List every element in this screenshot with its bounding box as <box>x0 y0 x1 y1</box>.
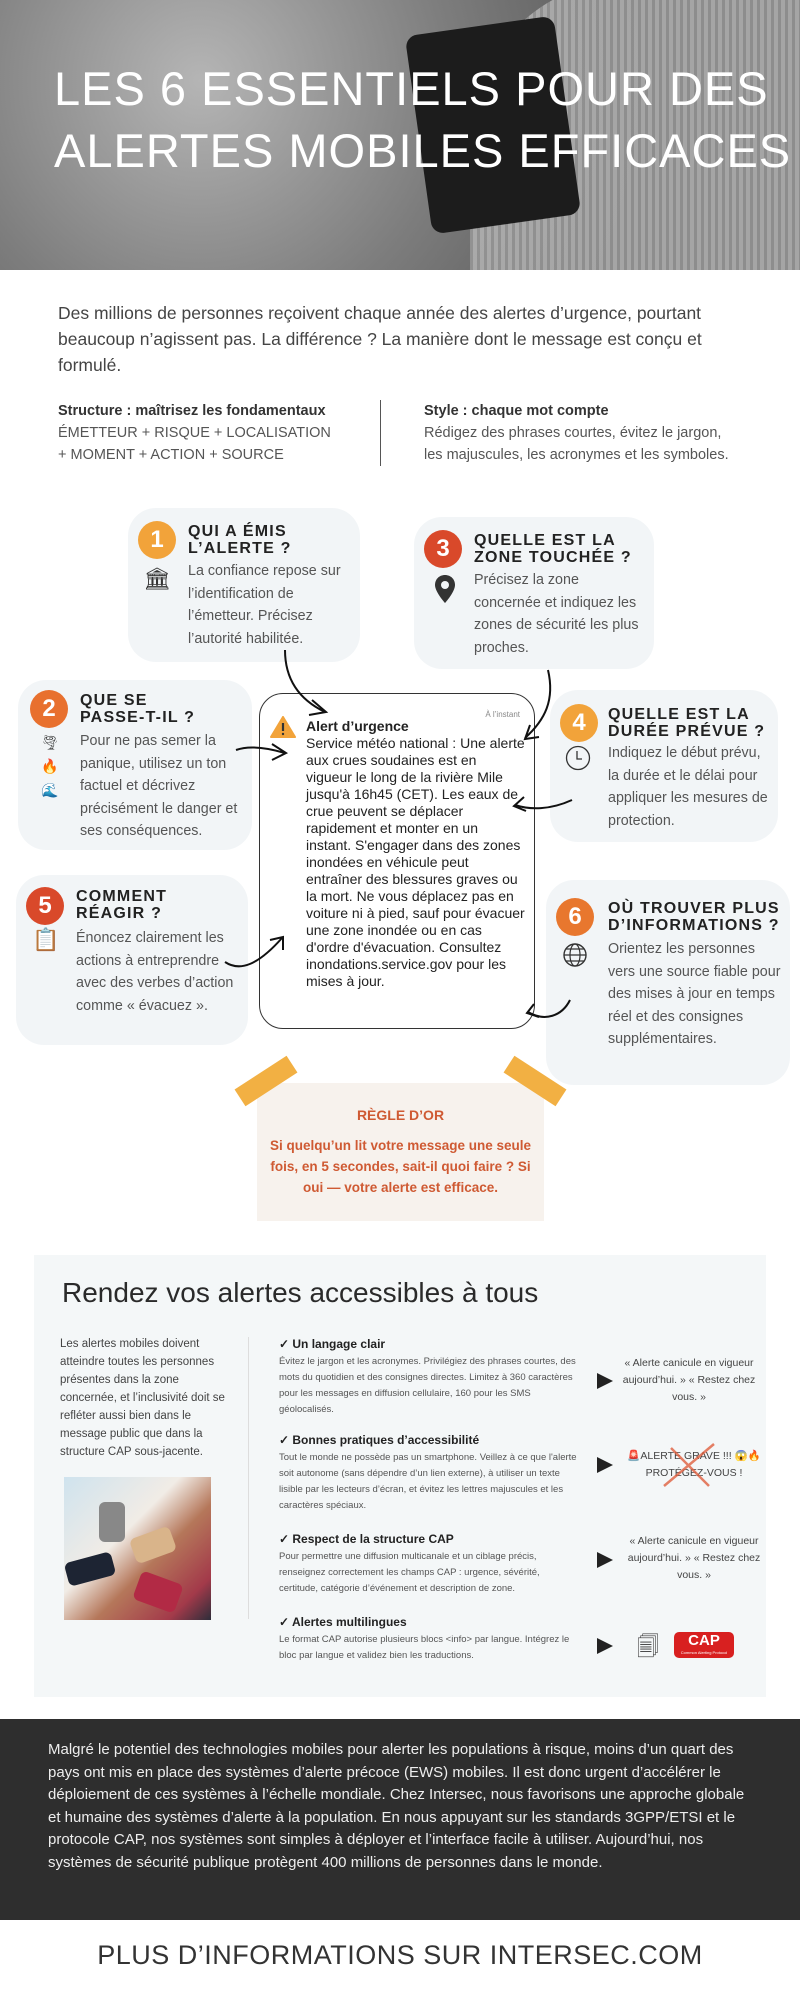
alert-body: Service météo national : Une alerte aux crues soudaines est en vigueur le long de la rivière Mile jusqu'à 16h45 (CET). Les eaux de crue peuvent se déplacer rapidement et monter en un instant. S'engager dans des zones inondées en véhicule peut entraîner des blessures graves ou la mort. Ne vous déplacez pas en voiture ni à pied, sauf pour évacuer une zone inondée ou en cas d'ordre d'évacuation. Consultez inondations.service.gov pour les mises à jour. <box>306 735 525 989</box>
structure-title: Structure : maîtrisez les fondamentaux <box>58 403 326 419</box>
tip-text: Évitez le jargon et les acronymes. Privilégiez des phrases courtes, des mots du quotidien et des consignes directes. Limitez à 360 caractères pour les messages en diffusion cellulaire, 160 pour les SMS géolocalisés. <box>279 1356 576 1415</box>
card-issuer <box>128 508 360 662</box>
warning-icon <box>270 716 296 738</box>
tip-title: ✓ Alertes multilingues <box>279 1615 407 1629</box>
step-number: 1 <box>138 521 176 559</box>
golden-rule-text: Si quelqu’un lit votre message une seule fois, en 5 secondes, sait-il quoi faire ? Si oui — votre alerte est efficace. <box>269 1138 532 1195</box>
card-title: QUELLE EST LA DURÉE PRÉVUE ? <box>608 706 766 740</box>
tip-text: Pour permettre une diffusion multicanale et un ciblage précis, renseignez correctement les champs CAP : urgence, sévérité, certitude, catégorie d’événement et description de zone. <box>279 1551 540 1594</box>
example-bad-text: 🚨ALERTE GRAVE !!! 😱🔥PROTÉGEZ-VOUS ! <box>627 1450 761 1479</box>
divider <box>380 400 381 466</box>
card-text: Indiquez le début prévu, la durée et le délai pour appliquer les mesures de protection. <box>608 745 768 829</box>
hero-banner <box>0 0 800 270</box>
step-number: 5 <box>26 887 64 925</box>
style-title: Style : chaque mot compte <box>424 403 609 419</box>
arrow-right-icon <box>597 1373 613 1389</box>
card-title: OÙ TROUVER PLUS D’INFORMATIONS ? <box>608 900 780 934</box>
tip-text: Le format CAP autorise plusieurs blocs <info> par langue. Intégrez le bloc par langue et validez bien les traductions. <box>279 1634 570 1661</box>
example-bad <box>619 1448 769 1482</box>
golden-rule-title: RÈGLE D’OR <box>356 1107 445 1123</box>
tip-text: Tout le monde ne possède pas un smartphone. Veillez à ce que l'alerte soit autonome (sans dépendre d’un lien externe), à utiliser un texte lisible par les lecteurs d’écran, et évitez les lettres majuscules et les caractères spéciaux. <box>279 1452 577 1511</box>
card-info-source <box>546 880 790 1085</box>
card-title: QUELLE EST LA ZONE TOUCHÉE ? <box>474 532 632 566</box>
closing-text: Malgré le potentiel des technologies mobiles pour alerter les populations à risque, moins d’un quart des pays ont mis en place des systèmes d’alerte précoce (EWS) mobiles. Il est donc urgent d’accélérer le déploiement de ces systèmes à l’échelle mondiale. Chez Intersec, nous favorisons une approche globale et humaine des systèmes d’alerte à la population. En nous appuyant sur les standards 3GPP/ETSI et le protocole CAP, nos systèmes sont simples à déployer et l’interface facile à utiliser. Aujourd’hui, nos systèmes de sécurité publique protègent 400 millions de personnes dans le monde. <box>48 1741 745 1871</box>
tip-cap-structure <box>279 1532 579 1597</box>
arrow-right-icon <box>597 1552 613 1568</box>
location-pin-icon <box>431 575 459 603</box>
tip-clear-language <box>279 1337 579 1418</box>
cross-icon <box>659 1442 719 1488</box>
card-text: Orientez les personnes vers une source fiable pour des mises à jour en temps réel et des consignes supplémentaires. <box>608 941 781 1047</box>
notification-time: À l’instant <box>485 710 520 719</box>
card-text: Précisez la zone concernée et indiquez les zones de sécurité les plus proches. <box>474 572 639 656</box>
structure-line1: ÉMETTEUR + RISQUE + LOCALISATION <box>58 425 331 441</box>
step-number: 2 <box>30 690 68 728</box>
translation-icon: 🗐 <box>637 1634 659 1659</box>
style-line2: les majuscules, les acronymes et les symboles. <box>424 447 729 463</box>
closing-banner <box>0 1719 800 1920</box>
card-zone <box>414 517 654 669</box>
card-text: Pour ne pas semer la panique, utilisez un ton factuel et décrivez précisément le danger et ses conséquences. <box>80 733 238 839</box>
cap-logo <box>674 1632 734 1658</box>
card-text: Énoncez clairement les actions à entreprendre avec des verbes d’action comme « évacuez ». <box>76 930 234 1014</box>
step-number: 3 <box>424 530 462 568</box>
accessibility-section <box>34 1255 766 1697</box>
government-building-icon: 🏛 <box>143 566 171 591</box>
structure-line2: + MOMENT + ACTION + SOURCE <box>58 447 284 463</box>
card-action <box>16 875 248 1045</box>
card-what <box>18 680 252 850</box>
footer-link[interactable]: PLUS D’INFORMATIONS SUR INTERSEC.COM <box>97 1940 703 1970</box>
tip-multilingual <box>279 1615 579 1664</box>
style-line1: Rédigez des phrases courtes, évitez le jargon, <box>424 425 722 441</box>
divider <box>248 1337 249 1619</box>
example-good: « Alerte canicule en vigueur aujourd’hui. » « Restez chez vous. » <box>627 1535 761 1581</box>
golden-rule-note <box>257 1083 544 1221</box>
card-duration <box>550 690 778 842</box>
card-text: La confiance repose sur l’identification de l’émetteur. Précisez l’autorité habilitée. <box>188 563 341 647</box>
cap-logo-text: CAP <box>688 1632 720 1649</box>
tip-accessibility <box>279 1433 579 1514</box>
tip-title: ✓ Un langage clair <box>279 1337 386 1351</box>
card-title: COMMENT RÉAGIR ? <box>76 888 168 922</box>
section-title: Rendez vos alertes accessibles à tous <box>62 1277 539 1308</box>
cap-logo-subtext: Common Alerting Protocol <box>680 1650 728 1655</box>
card-title: QUI A ÉMIS L’ALERTE ? <box>188 523 292 557</box>
people-phones-photo <box>64 1477 211 1620</box>
tip-title: ✓ Bonnes pratiques d’accessibilité <box>279 1433 480 1447</box>
checklist-icon: 📋 <box>32 927 60 952</box>
hazards-icon: 🌪 🔥 🌊 <box>41 734 59 798</box>
intro-text: Des millions de personnes reçoivent chaque année des alertes d’urgence, pourtant beaucoup n’agissent pas. La différence ? La manière dont le message est conçu et formulé. <box>58 303 702 375</box>
card-title: QUE SE PASSE-T-IL ? <box>80 692 196 726</box>
clock-icon <box>564 745 592 771</box>
example-good: « Alerte canicule en vigueur aujourd’hui. » « Restez chez vous. » <box>622 1357 756 1403</box>
section-lead: Les alertes mobiles doivent atteindre toutes les personnes présentes dans la zone concernée, et l’inclusivité doit se refléter aussi bien dans le message public que dans la structure CAP sous-jacente. <box>60 1338 225 1458</box>
page-title: LES 6 ESSENTIELS POUR DES ALERTES MOBILES EFFICACES <box>54 62 792 177</box>
tip-title: ✓ Respect de la structure CAP <box>279 1532 454 1546</box>
step-number: 6 <box>556 898 594 936</box>
arrow-right-icon <box>597 1457 613 1473</box>
globe-link-icon <box>562 942 590 970</box>
step-number: 4 <box>560 704 598 742</box>
alert-notification-mockup <box>259 693 535 1029</box>
tape-left <box>235 1056 298 1107</box>
alert-title: Alert d’urgence <box>306 718 409 734</box>
arrow-right-icon <box>597 1638 613 1654</box>
